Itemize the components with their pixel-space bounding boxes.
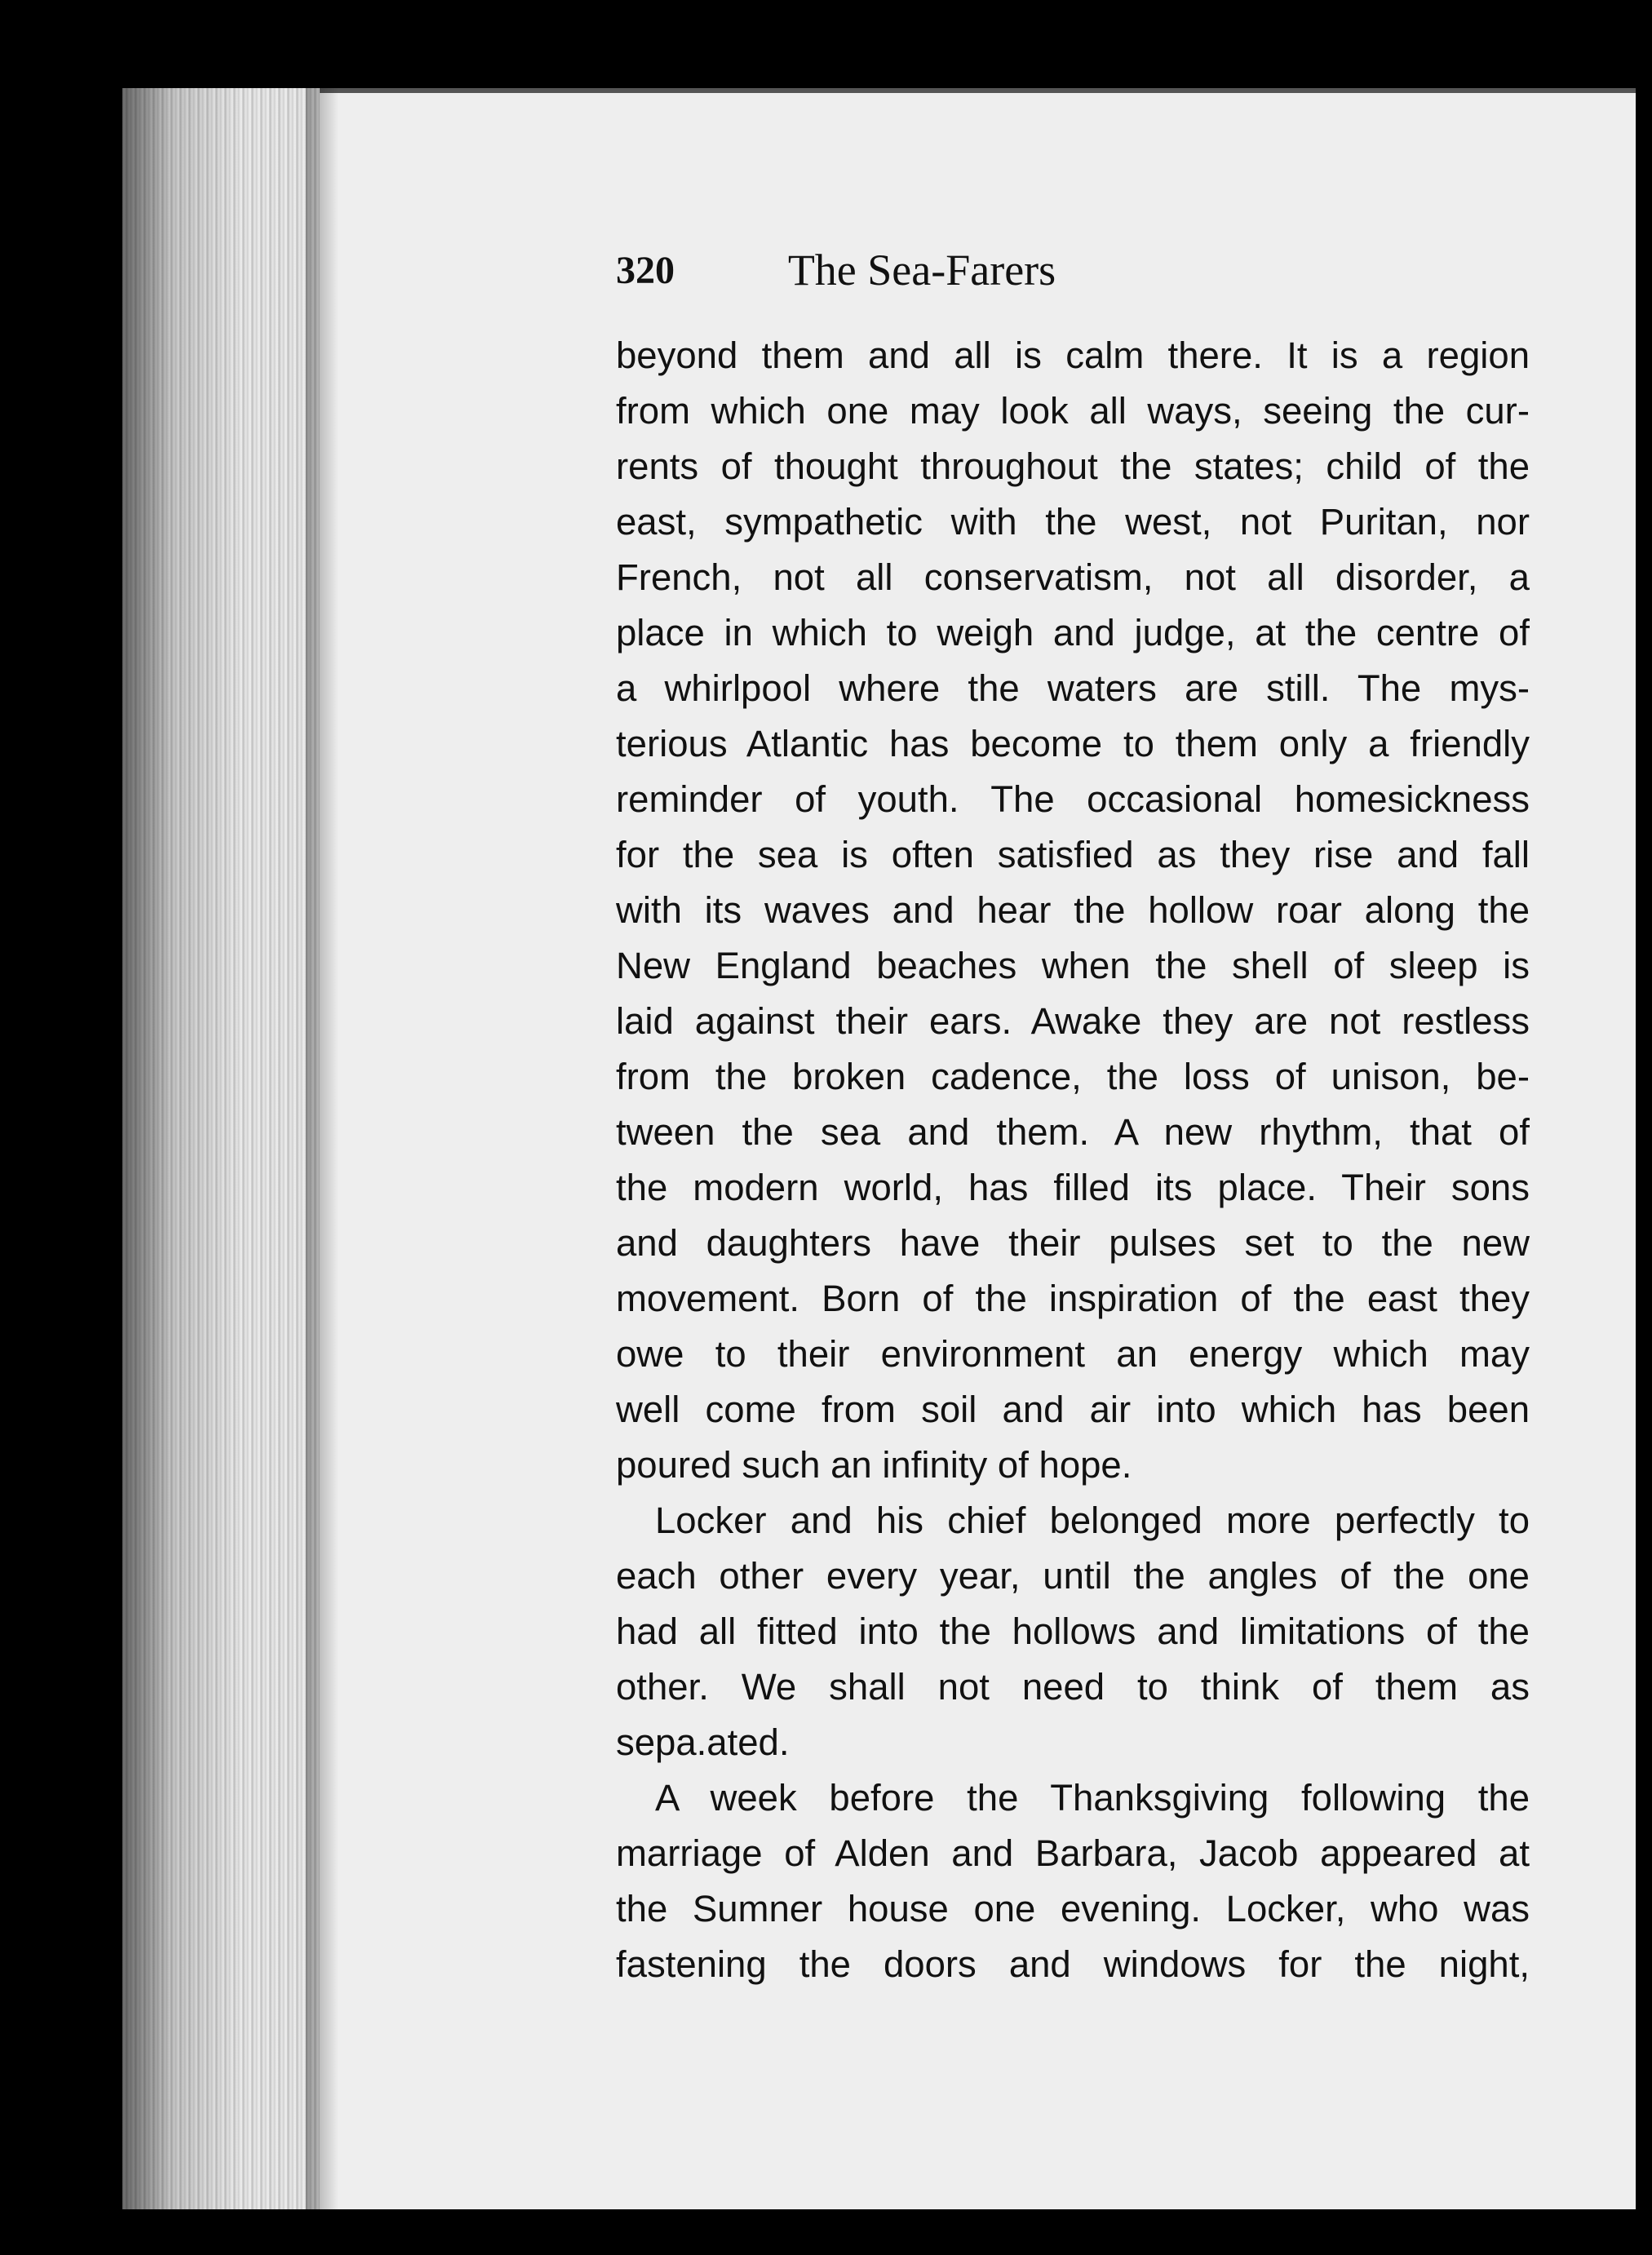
book-title: The Sea-Farers — [787, 246, 1056, 295]
text-line: with its waves and hear the hollow roar along the — [616, 889, 1530, 931]
text-line: had all fitted into the hollows and limitations of the — [616, 1610, 1530, 1652]
text-line: reminder of youth. The occasional homesickness — [616, 778, 1530, 820]
text-line: poured such an infinity of hope. — [616, 1444, 1132, 1486]
text-line: and daughters have their pulses set to the new — [616, 1222, 1530, 1264]
text-line: east, sympathetic with the west, not Puritan, nor — [616, 501, 1530, 543]
page-edges — [122, 88, 322, 2209]
text-line: the modern world, has filled its place. Their sons — [616, 1167, 1530, 1208]
text-line: movement. Born of the inspiration of the east they — [616, 1278, 1530, 1319]
page-number: 320 — [616, 249, 675, 292]
text-line: each other every year, until the angles of the one — [616, 1555, 1530, 1597]
body-text — [616, 328, 1530, 1992]
text-line: place in which to weigh and judge, at the centre of — [616, 612, 1530, 653]
text-line: for the sea is often satisfied as they rise and fall — [616, 834, 1530, 875]
text-line: a whirlpool where the waters are still. The mys- — [616, 667, 1530, 709]
running-head — [616, 245, 1228, 310]
gutter-shadow — [306, 88, 339, 2209]
text-line: marriage of Alden and Barbara, Jacob appeared at — [616, 1832, 1530, 1874]
text-line: from the broken cadence, the loss of unison, be- — [616, 1056, 1530, 1097]
text-line: well come from soil and air into which has been — [616, 1389, 1530, 1430]
text-line: A week before the Thanksgiving following the — [655, 1777, 1530, 1819]
text-line: laid against their ears. Awake they are not restless — [616, 1000, 1530, 1042]
text-line: tween the sea and them. A new rhythm, that of — [616, 1111, 1530, 1153]
text-line: terious Atlantic has become to them only a friendly — [616, 723, 1530, 764]
text-line: New England beaches when the shell of sleep is — [616, 945, 1530, 986]
text-line: sepa.ated. — [616, 1721, 790, 1763]
text-line: the Sumner house one evening. Locker, who was — [616, 1888, 1530, 1929]
text-line: rents of thought throughout the states; child of the — [616, 445, 1530, 487]
text-line: from which one may look all ways, seeing the cur- — [616, 390, 1530, 432]
text-line: owe to their environment an energy which may — [616, 1333, 1530, 1375]
text-line: other. We shall not need to think of them as — [616, 1666, 1530, 1708]
text-line: beyond them and all is calm there. It is a region — [616, 334, 1530, 376]
text-line: fastening the doors and windows for the night, — [616, 1943, 1530, 1985]
text-line: Locker and his chief belonged more perfectly to — [655, 1500, 1530, 1541]
text-line: French, not all conservatism, not all disorder, a — [616, 556, 1530, 598]
